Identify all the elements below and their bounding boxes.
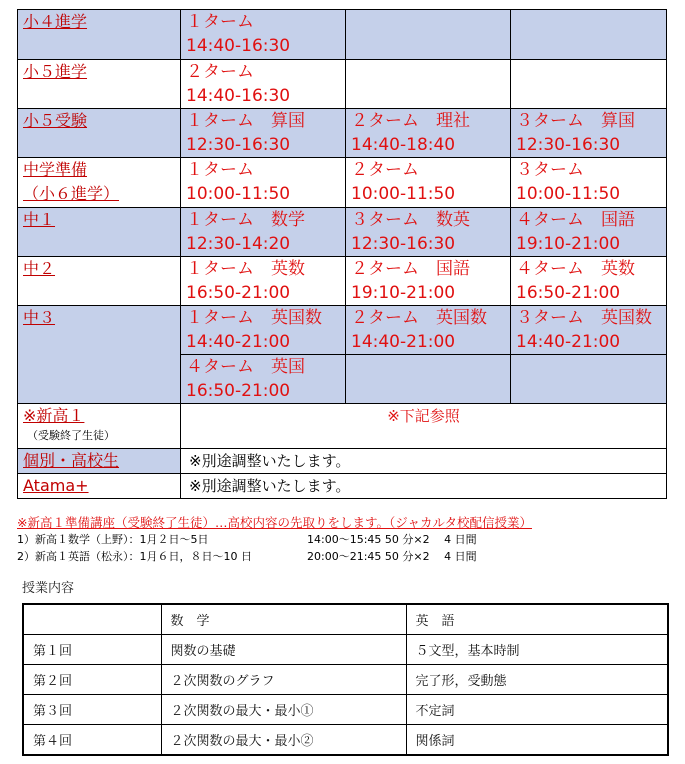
course-link-shinko1[interactable]: ※新高１ （受験終了生徒） [18,404,181,449]
term-cell: ４ターム 英数 16:50-21:00 [511,257,667,306]
term-cell: ３ターム 算国 12:30-16:30 [511,109,667,158]
course-link-chugaku-junbi[interactable]: 中学準備 （小６進学） [18,158,181,208]
table-row [18,109,667,158]
term-cell: ４ターム 国語 19:10-21:00 [511,208,667,257]
term-cell: １ターム 14:40-16:30 [181,10,346,60]
table-row [23,665,668,695]
lesson-number: 第２回 [23,665,161,695]
lesson-title: 1）新高１数学（上野）：1月２日～5日 [17,533,209,546]
term-cell: １ターム 英国数 14:40-21:00 [181,306,346,355]
english-topic: ５文型，基本時制 [406,635,668,665]
list-item [17,531,677,548]
lesson-number: 第３回 [23,695,161,725]
course-link-chu1[interactable]: 中１ [18,208,181,257]
term-cell: ２ターム 10:00-11:50 [346,158,511,208]
table-row [18,306,667,355]
lesson-number: 第４回 [23,725,161,756]
course-link-chu3[interactable]: 中３ [18,306,181,404]
term-cell: １ターム 算国 12:30-16:30 [181,109,346,158]
table-row [23,635,668,665]
term-cell [346,355,511,404]
shinko1-headline: ※新高１準備講座（受験終了生徒）…高校内容の先取りをします。（ジャカルタ校配信授業） [17,515,532,530]
course-link-sho5-shingaku[interactable]: 小５進学 [18,60,181,109]
table-row [23,695,668,725]
table-row [18,449,667,474]
term-cell: ２ターム 英国数 14:40-21:00 [346,306,511,355]
course-link-atama[interactable]: Atama+ [18,474,181,499]
header-cell [23,604,161,635]
english-topic: 完了形，受動態 [406,665,668,695]
english-topic: 関係詞 [406,725,668,756]
term-cell: ４ターム 英国 16:50-21:00 [181,355,346,404]
separate-arrangement-note: ※別途調整いたします。 [181,474,667,499]
table-row [18,158,667,208]
lesson-content-title: 授業内容 [22,581,75,596]
term-cell [511,355,667,404]
table-row [18,404,667,449]
lesson-number: 第１回 [23,635,161,665]
table-row [18,257,667,306]
lesson-title: 2）新高１英語（松永）：1月６日，８日～10 日 [17,550,252,563]
see-below-note: ※下記参照 [181,404,667,449]
course-link-chu2[interactable]: 中２ [18,257,181,306]
term-cell [511,60,667,109]
term-cell [346,60,511,109]
term-cell: １ターム 数学 12:30-14:20 [181,208,346,257]
course-subtitle: （受験終了生徒） [27,429,115,442]
lesson-detail: 20:00～21:45 50 分×2 4 日間 [307,550,477,563]
header-cell: 数 学 [161,604,406,635]
table-header-row [23,604,668,635]
table-row [18,60,667,109]
math-topic: ２次関数の最大・最小① [161,695,406,725]
term-cell: １ターム 英数 16:50-21:00 [181,257,346,306]
table-row [18,474,667,499]
math-topic: 関数の基礎 [161,635,406,665]
header-cell: 英 語 [406,604,668,635]
term-cell [511,10,667,60]
winter-course-schedule-table [17,9,667,499]
course-link-sho5-juken[interactable]: 小５受験 [18,109,181,158]
lesson-content-table [22,603,669,756]
english-topic: 不定詞 [406,695,668,725]
term-cell: １ターム 10:00-11:50 [181,158,346,208]
shinko1-notes [17,514,677,565]
course-link-sho4[interactable]: 小４進学 [18,10,181,60]
list-item [17,548,677,565]
math-topic: ２次関数の最大・最小② [161,725,406,756]
lesson-detail: 14:00～15:45 50 分×2 4 日間 [307,533,477,546]
term-cell [346,10,511,60]
table-row [18,10,667,60]
term-cell: ３ターム 10:00-11:50 [511,158,667,208]
table-row [23,725,668,756]
course-link-kobetsu[interactable]: 個別・高校生 [18,449,181,474]
term-cell: ３ターム 英国数 14:40-21:00 [511,306,667,355]
table-row [18,208,667,257]
term-cell: ３ターム 数英 12:30-16:30 [346,208,511,257]
term-cell: ２ターム 理社 14:40-18:40 [346,109,511,158]
term-cell: ２ターム 14:40-16:30 [181,60,346,109]
math-topic: ２次関数のグラフ [161,665,406,695]
term-cell: ２ターム 国語 19:10-21:00 [346,257,511,306]
separate-arrangement-note: ※別途調整いたします。 [181,449,667,474]
